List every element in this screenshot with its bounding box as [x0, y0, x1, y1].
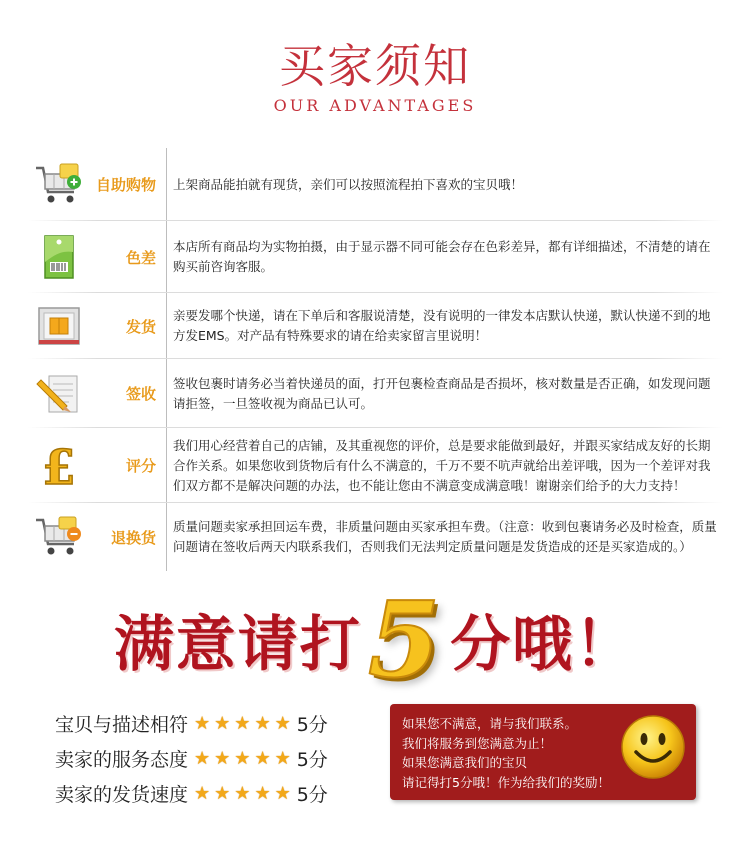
- rule-row-rating: [28, 428, 723, 503]
- message-line: 如果您满意我们的宝贝: [402, 755, 528, 770]
- star-icon: ★: [194, 783, 211, 804]
- cart-add-icon: [28, 157, 90, 213]
- star-icon: ★: [254, 748, 271, 769]
- message-line: 请记得打5分哦！作为给我们的奖励！: [402, 774, 610, 790]
- pound-sign-icon: [28, 438, 90, 494]
- rule-row-color-difference: [28, 221, 723, 293]
- star-icon: ★: [254, 713, 271, 734]
- rating-stars: [194, 783, 295, 804]
- svg-text:£: £: [42, 439, 76, 492]
- ratings-list: [55, 706, 328, 811]
- rule-text: 本店所有商品均为实物拍摄，由于显示器不同可能会存在色彩差异，都有详细描述，不清楚的请在购买前咨询客服。: [173, 239, 711, 274]
- rule-text: 亲要发哪个快递，请在下单后和客服说清楚，没有说明的一律发本店默认快递，默认快递不到的地方发EMS。对产品有特殊要求的请在给卖家留言里说明！: [173, 308, 711, 343]
- rating-label: 卖家的服务态度: [55, 749, 189, 771]
- message-line: 我们将服务到您满意为止！: [402, 735, 553, 751]
- parcel-box-icon: [28, 298, 90, 354]
- page-title: 买家须知: [279, 39, 471, 93]
- rating-label: 宝贝与描述相符: [55, 714, 189, 736]
- rules-list: [28, 148, 723, 571]
- rule-label: 色差: [125, 248, 156, 267]
- rule-row-signing: [28, 359, 723, 428]
- cart-return-icon: [28, 509, 90, 565]
- rating-stars: [194, 748, 295, 769]
- rule-label: 发货: [125, 317, 156, 336]
- green-tag-icon: [28, 229, 90, 285]
- rule-row-self-service: [28, 148, 723, 221]
- star-icon: ★: [214, 783, 231, 804]
- rule-text: 质量问题卖家承担回运车费，非质量问题由买家承担车费。（注意：收到包裹请务必及时检查，质量问题请在签收后两天内联系我们，否则我们无法判定质量问题是发货造成的还是买家造成的。）: [173, 519, 717, 554]
- star-icon: ★: [194, 713, 211, 734]
- star-icon: ★: [194, 748, 211, 769]
- star-icon: ★: [234, 748, 251, 769]
- star-icon: ★: [274, 713, 291, 734]
- rating-label: 卖家的发货速度: [55, 784, 189, 806]
- rating-score: 5分: [296, 749, 328, 771]
- rating-row-shipping-speed: [55, 776, 328, 811]
- rule-label: 签收: [125, 385, 156, 403]
- rating-score: 5分: [296, 714, 328, 736]
- banner-text-before: 满意请打: [113, 610, 362, 680]
- star-icon: ★: [254, 783, 271, 804]
- smiley-face-icon: [618, 712, 688, 782]
- rule-text: 签收包裹时请务必当着快递员的面，打开包裹检查商品是否损坏，核对数量是否正确，如发现问题请拒签，一旦签收视为商品已认可。: [173, 375, 711, 411]
- rule-label: 评分: [125, 457, 156, 475]
- banner-text-after: 分哦！: [450, 610, 637, 680]
- banner-number-five: 5: [367, 578, 441, 701]
- star-icon: ★: [234, 783, 251, 804]
- rule-label: 自助购物: [95, 176, 156, 194]
- star-icon: ★: [274, 783, 291, 804]
- page-subtitle: OUR ADVANTAGES: [273, 96, 477, 115]
- rule-text: 我们用心经营着自己的店铺，及其重视您的评价，总是要求能做到最好，并跟买家结成友好的长期合作关系。如果您收到货物后有什么不满意的，千万不要不吭声就给出差评哦，因为一个差评对我们双方都不是解决问题的办法，也不能让您由不满意变成满意哦！谢谢亲们给予的大力支持！: [173, 437, 711, 493]
- rule-text: 上架商品能拍就有现货，亲们可以按照流程拍下喜欢的宝贝哦！: [173, 176, 524, 192]
- rule-row-shipping: [28, 293, 723, 359]
- rating-score: 5分: [296, 784, 328, 806]
- rating-row-description: [55, 706, 328, 741]
- star-icon: ★: [234, 713, 251, 734]
- rule-row-return-exchange: [28, 503, 723, 571]
- message-line: 如果您不满意，请与我们联系。: [402, 716, 578, 731]
- rule-label: 退换货: [110, 528, 156, 547]
- star-icon: ★: [214, 713, 231, 734]
- star-icon: ★: [274, 748, 291, 769]
- rating-request-banner: [0, 578, 750, 701]
- pencil-document-icon: [28, 366, 90, 422]
- message-lines: [402, 714, 610, 792]
- contact-message-box: [390, 704, 696, 800]
- rating-row-service: [55, 741, 328, 776]
- star-icon: ★: [214, 748, 231, 769]
- rating-stars: [194, 713, 295, 734]
